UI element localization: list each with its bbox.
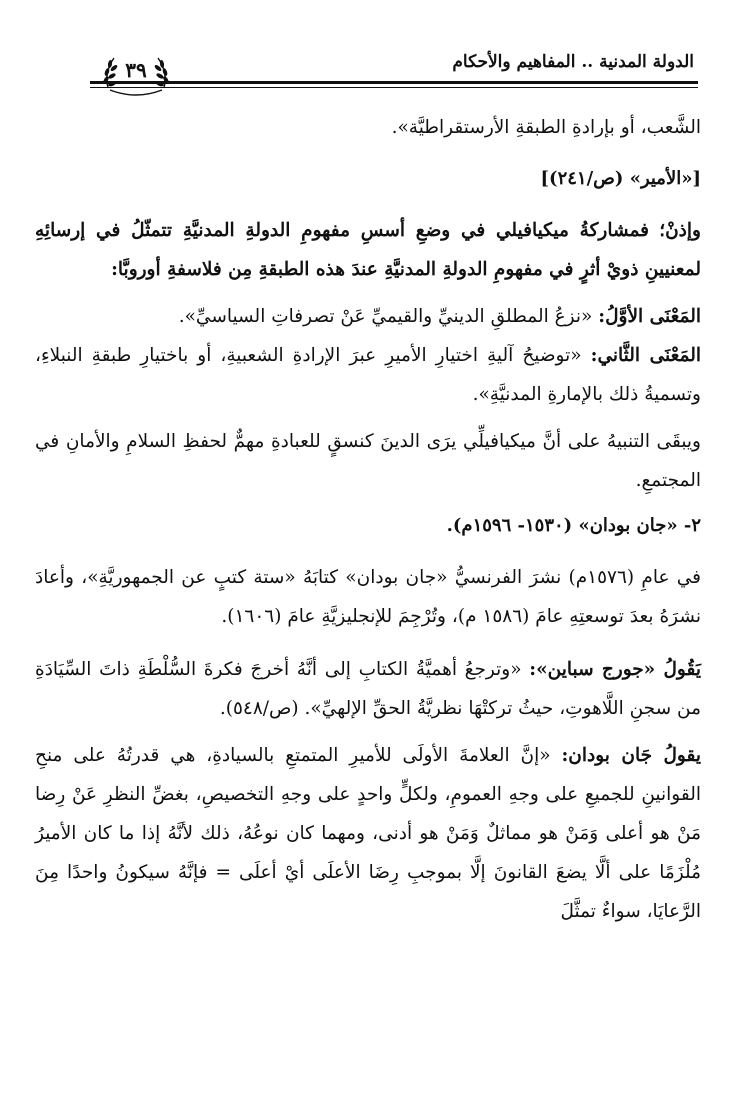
paragraph-sabine-quote xyxy=(35,650,701,728)
first-meaning-text: «نزعُ المطلقِ الدينيِّ والقيميِّ عَنْ تصرفاتِ السياسيِّ». xyxy=(178,306,593,327)
paragraph-bodin-book: في عامِ (١٥٧٦م) نشرَ الفرنسيُّ «جان بودان» كتابَهُ «ستة كتبٍ عن الجمهوريَّةِ»، وأعادَ نشرَهُ بعدَ توسعتِهِ عامَ (١٥٨٦ م)، وتُرْجِمَ للإنجليزيَّةِ عامَ (١٦٠٦). xyxy=(35,567,701,627)
running-title: الدولة المدنية .. المفاهيم والأحكام xyxy=(452,52,694,72)
page-header xyxy=(90,40,698,100)
paragraph-lead: وإذنْ؛ xyxy=(659,220,701,241)
quote-text-sabine: «وترجعُ أهميَّةُ الكتابِ إلى أنَّهُ أخرجَ فكرةَ السُّلْطَةِ ذاتَ السِّيَادَةِ من سجنِ اللَّاهوتِ، حيثُ تركتْهَا نظريَّةُ الحقِّ الإلهيِّ». (ص/٥٤٨). xyxy=(35,659,701,719)
section-heading-jean-bodin: ٢- «جان بودان» (١٥٣٠- ١٥٩٦م). xyxy=(446,515,701,536)
header-rule-thin xyxy=(90,87,698,88)
second-meaning-text: «توضيحُ آليةِ اختيارِ الأميرِ عبرَ الإرادةِ الشعبيةِ، أو باختيارِ طبقةِ النبلاءِ، وتسميةُ ذلك بالإمارةِ المدنيَّةِ». xyxy=(35,345,701,405)
page-number-ornament xyxy=(100,50,172,98)
header-rule-thick xyxy=(90,81,698,84)
paragraph-bodin-quote xyxy=(35,736,701,931)
paragraph-machiavelli-contribution xyxy=(35,211,701,289)
quote-text-bodin: «إنَّ العلامةَ الأولَى للأميرِ المتمتعِ بالسيادةِ، هي قدرتُهُ على منحِ القوانينِ للجميعِ على وجهِ العمومِ، ولكلٍّ واحدٍ على وجهِ التخصيصِ، بغضِّ النظرِ عَنْ رِضا مَنْ هو أعلى وَمَنْ هو مماثلٌ وَمَنْ هو أدنى، ومهما كان نوعُهُ، ذلك لأنَّهُ إذا ما كان الأميرُ مُلْزَمًا على ألَّا يضعَ القانونَ إلَّا بموجبِ رِضَا الأعلَى أيْ أعلَى = فإنَّهُ سيكونُ واحدًا مِنَ الرَّعايَا، سواءٌ تمثَّلَ xyxy=(35,745,701,922)
quote-speaker-sabine: يَقُولُ «جورج سباين»: xyxy=(529,659,701,680)
source-reference-heading: [«الأمير» (ص/٢٤١)] xyxy=(540,168,701,189)
second-meaning-label: المَعْنَى الثَّاني: xyxy=(590,345,701,366)
page-number: ٣٩ xyxy=(125,58,147,82)
paragraph-text: فمشاركةُ ميكيافيلي في وضعِ أسسِ مفهومِ الدولةِ المدنيَّةِ تتمثّلُ في إرسائِهِ لمعنيينِ ذويْ أثرٍ في مفهومِ الدولةِ المدنيَّةِ عندَ هذه الطبقةِ مِن فلاسفةِ أوروبَّا: xyxy=(35,220,701,280)
quote-speaker-bodin: يقولُ جَان بودان: xyxy=(561,745,701,766)
page-body xyxy=(35,108,701,931)
paragraph-continuation: الشَّعب، أو بإرادةِ الطبقةِ الأرستقراطيَّة». xyxy=(391,117,701,138)
first-meaning-label: المَعْنَى الأوَّلُ: xyxy=(598,306,701,327)
first-meaning xyxy=(35,297,701,336)
second-meaning xyxy=(35,336,701,414)
paragraph-religion-note: ويبقَى التنبيهُ على أنَّ ميكيافيلِّي يرَى الدينَ كنسقٍ للعبادةِ مهمٌّ لحفظِ السلامِ والأمانِ في المجتمعِ. xyxy=(35,431,701,491)
